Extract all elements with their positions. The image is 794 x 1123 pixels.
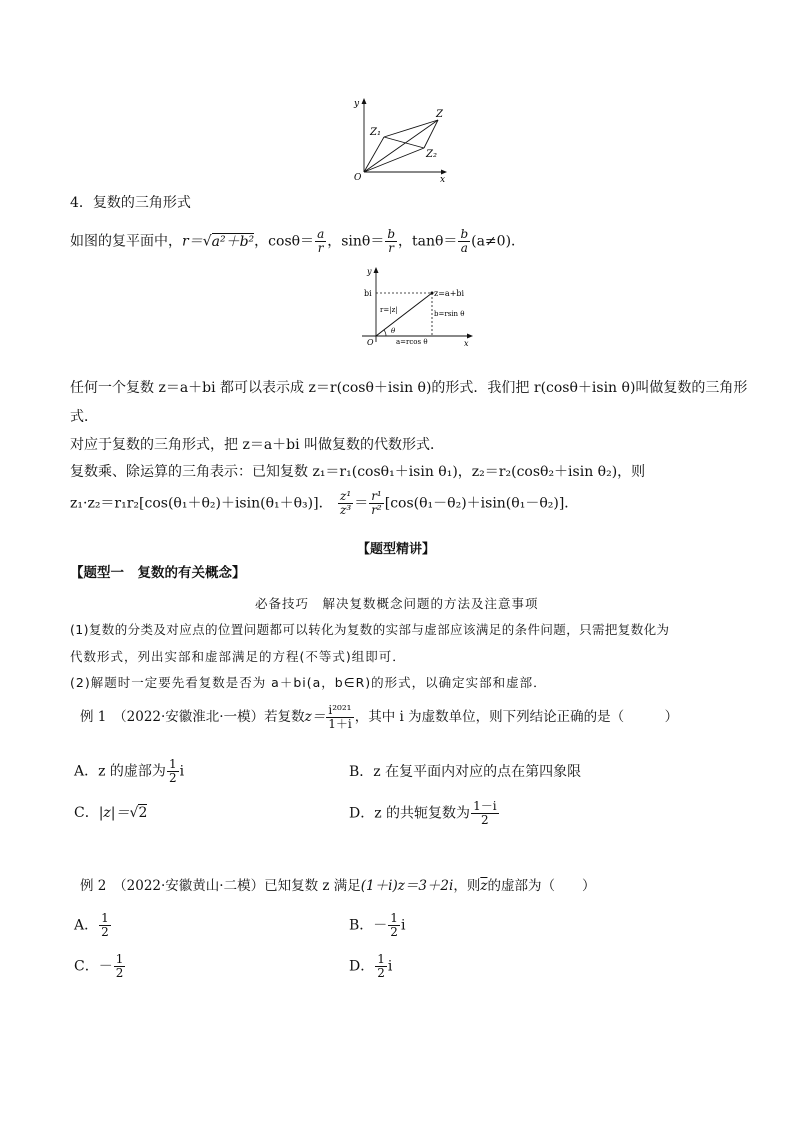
paragraph-trig-form-1b: 式． bbox=[70, 409, 98, 425]
tip-title: 必备技巧 解决复数概念问题的方法及注意事项 bbox=[255, 596, 539, 611]
type-one-heading: 【题型一 复数的有关概念】 bbox=[70, 565, 246, 581]
tan-fraction: $\frac{b}{a}$ bbox=[460, 227, 469, 255]
tip-1b: 代数形式，列出实部和虚部满足的方程(不等式)组即可． bbox=[70, 649, 406, 664]
fig2-a-label: a=rcos θ bbox=[396, 338, 428, 346]
example-1-option-a[interactable]: A．z 的虚部为 $\frac{1}{2}$ i bbox=[74, 757, 185, 785]
fig1-z-label: Z bbox=[436, 109, 443, 120]
fig2-theta-label: θ bbox=[391, 327, 396, 335]
example-1-option-c[interactable]: C．|z|＝√2 bbox=[74, 805, 148, 821]
fig1-z1-label: Z₁ bbox=[370, 127, 381, 138]
paragraph-algebraic-form: 对应于复数的三角形式，把 z＝a＋bi 叫做复数的代数形式． bbox=[70, 437, 445, 453]
sin-fraction: $\frac{b}{r}$ bbox=[387, 227, 396, 255]
polar-definition-line: 如图的复平面中，r＝√a²＋b²，cosθ＝ $\frac{a}{r}$ ，sinθ＝ $\frac{b}{r}$ ，tanθ＝ $\frac{b}{a}$ (a≠0)． bbox=[70, 227, 526, 255]
polar-figure bbox=[356, 264, 476, 350]
tip-2: (2)解题时一定要先看复数是否为 a＋bi(a，b∈R)的形式，以确定实部和虚部． bbox=[70, 675, 547, 690]
example-2-option-a[interactable]: A． $\frac{1}{2}$ bbox=[74, 911, 109, 939]
section-4-heading: 4．复数的三角形式 bbox=[70, 195, 191, 211]
section-title: 【题型精讲】 bbox=[357, 542, 436, 557]
example-2-option-b[interactable]: B．－ $\frac{1}{2}$ i bbox=[349, 911, 406, 939]
fig2-z-label: z=a+bi bbox=[434, 289, 465, 298]
example-2-option-d[interactable]: D． $\frac{1}{2}$ i bbox=[349, 952, 393, 980]
example-1-option-b[interactable]: B．z 在复平面内对应的点在第四象限 bbox=[349, 764, 582, 780]
paragraph-mult-div: 复数乘、除运算的三角表示：已知复数 z₁＝r₁(cosθ₁＋isin θ₁)，z₂＝r₂(cosθ₂＋isin θ₂)，则 bbox=[70, 464, 646, 480]
example-2-option-c[interactable]: C．－ $\frac{1}{2}$ bbox=[74, 952, 124, 980]
parallelogram-figure bbox=[348, 95, 448, 183]
cos-fraction: $\frac{a}{r}$ bbox=[317, 227, 325, 255]
example-1-option-d[interactable]: D．z 的共轭复数为 $\frac{1-i}{2}$ bbox=[349, 799, 497, 827]
fig2-x-label: x bbox=[464, 339, 469, 348]
fig2-b-label: b=rsin θ bbox=[434, 310, 465, 318]
fig2-bi-label: bi bbox=[364, 289, 372, 298]
fig2-y-label: y bbox=[367, 267, 372, 276]
example-1-fraction: $\frac{\text{i²⁰²¹}}{1+i}$ bbox=[328, 703, 352, 731]
example-1-stem: 例 1 （2022·安徽淮北·一模）若复数z＝ $\frac{\text{i²⁰²¹}}{1+i}$ ，其中 i 为虚数单位，则下列结论正确的是（ ） bbox=[80, 703, 679, 731]
fig2-origin-label: O bbox=[367, 338, 374, 347]
fig1-x-label: x bbox=[440, 175, 446, 183]
fig1-origin-label: O bbox=[354, 173, 362, 183]
tip-1a: (1)复数的分类及对应点的位置问题都可以转化为复数的实部与虚部应该满足的条件问题，只需把复数化为 bbox=[70, 622, 670, 637]
example-2-stem: 例 2 （2022·安徽黄山·二模）已知复数 z 满足(1＋i)z＝3＋2i，则$\overline{z}$的虚部为（ ） bbox=[80, 878, 596, 894]
fig2-r-label: r=|z| bbox=[380, 306, 398, 314]
paragraph-trig-form-1: 任何一个复数 z＝a＋bi 都可以表示成 z＝r(cosθ＋isin θ)的形式．我们把 r(cosθ＋isin θ)叫做复数的三角形 bbox=[70, 380, 748, 396]
fig1-y-label: y bbox=[354, 99, 360, 109]
mult-div-formula: z₁·z₂＝r₁r₂[cos(θ₁＋θ₂)＋isin(θ₁＋θ₃)]． $\frac{\text{z¹}}{\text{z³}}$ ＝ $\frac{\text{r¹}}{\text{r²}}$ [cos(θ₁－θ₂)＋isin(θ₁－θ₂)]． bbox=[70, 489, 579, 517]
fig1-z2-label: Z₂ bbox=[426, 149, 437, 160]
